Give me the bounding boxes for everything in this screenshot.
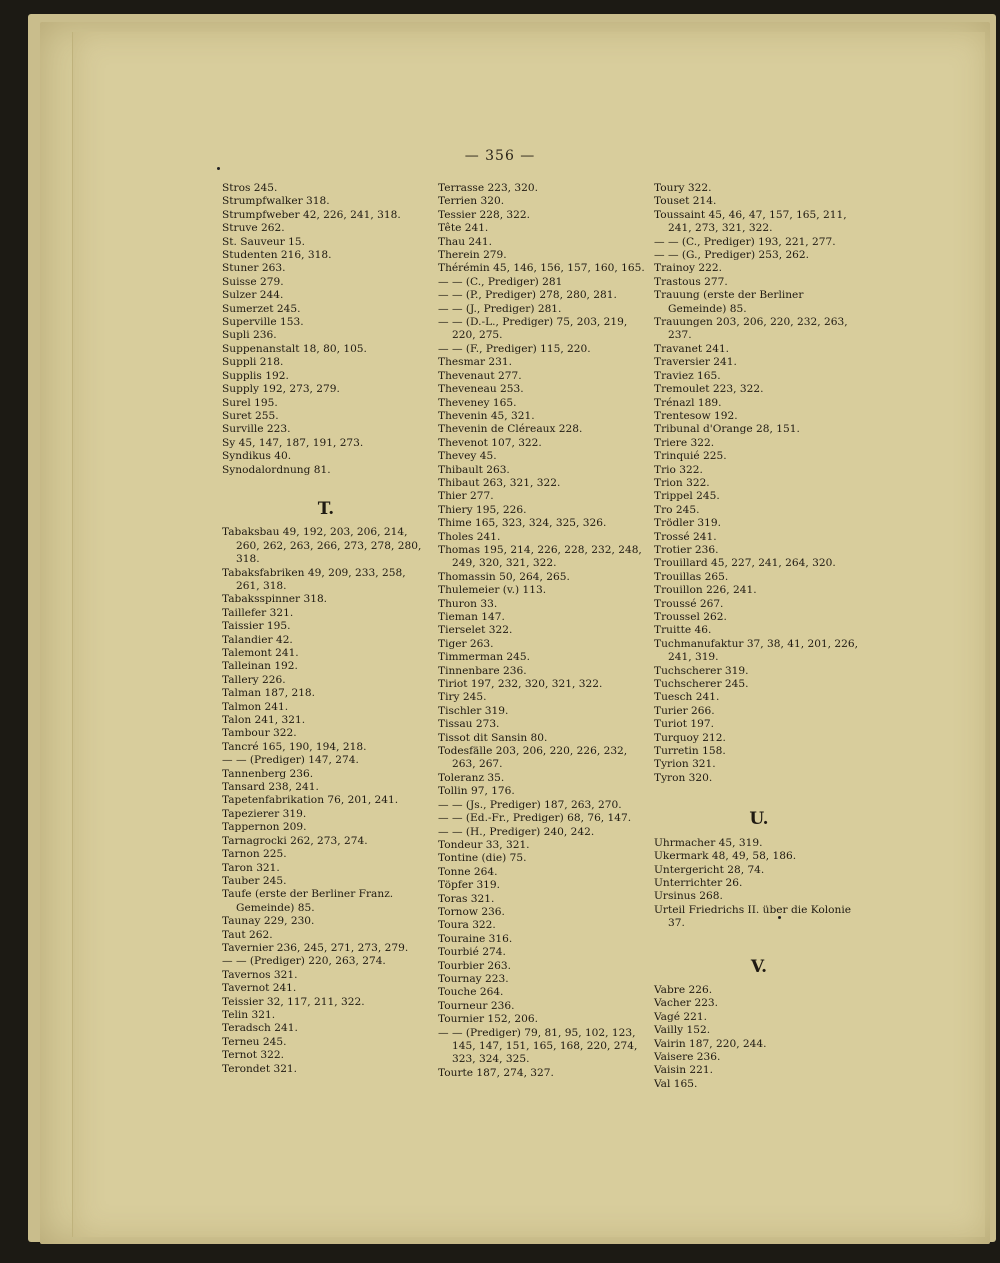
section-heading-v: V. xyxy=(750,956,768,977)
index-entry: Tieman 147. xyxy=(438,611,505,623)
index-entry: Thuron 33. xyxy=(438,597,498,610)
entries-t-continued xyxy=(438,182,646,1080)
entries-s xyxy=(222,182,430,477)
index-entry: Thime 165, 323, 324, 325, 326. xyxy=(438,517,607,530)
index-entry: Struve 262. xyxy=(222,222,285,235)
index-entry: Tyrion 321. xyxy=(654,758,716,771)
index-entry: Tansard 238, 241. xyxy=(222,781,319,794)
index-entry: Tavernot 241. xyxy=(222,982,297,995)
index-entry: Tauber 245. xyxy=(222,874,287,887)
index-entry: Tourbié 274. xyxy=(438,946,506,959)
index-entry: Taut 262. xyxy=(222,928,273,941)
index-entry: Tro 245. xyxy=(654,503,700,516)
index-entry: Thevey 45. xyxy=(438,450,497,463)
index-entry: Therein 279. xyxy=(438,249,507,262)
index-entry: Tête 241. xyxy=(438,222,489,235)
index-entry: Untergericht 28, 74. xyxy=(654,863,765,876)
index-entry: — — (F., Prediger) 115, 220. xyxy=(438,342,591,355)
index-entry: Tontine (die) 75. xyxy=(438,852,527,865)
index-entry: Talman 187, 218. xyxy=(222,687,316,700)
index-entry: Toura 322. xyxy=(438,919,496,932)
entries-t-end xyxy=(654,182,864,785)
index-entry: Tierselet 322. xyxy=(438,624,513,637)
index-entry: Tuchmanufaktur 37, 38, 41, 201, 226, 241, 319. xyxy=(654,637,859,664)
index-entry: Tollin 97, 176. xyxy=(438,785,515,798)
index-entry: Tournier 152, 206. xyxy=(438,1013,538,1026)
index-entry: Trossé 241. xyxy=(654,530,717,543)
entries-v xyxy=(654,984,864,1091)
index-entry: — — (Prediger) 147, 274. xyxy=(222,754,359,767)
index-entry: Tapetenfabrikation 76, 201, 241. xyxy=(222,794,399,807)
index-entry: Tissau 273. xyxy=(438,718,500,731)
index-entry: Turiot 197. xyxy=(654,718,714,731)
section-heading-t: T. xyxy=(317,498,335,519)
index-entry: Surel 195. xyxy=(222,396,278,409)
index-entry: Tavernier 236, 245, 271, 273, 279. xyxy=(222,941,409,954)
index-entry: Trastous 277. xyxy=(654,275,728,288)
index-entry: Terrien 320. xyxy=(438,195,505,208)
index-entry: Tinnenbare 236. xyxy=(438,664,527,677)
index-entry: Terrasse 223, 320. xyxy=(438,182,539,194)
index-entry: Toras 321. xyxy=(438,892,495,905)
index-entry: Toleranz 35. xyxy=(438,771,505,784)
index-entry: Tarnon 225. xyxy=(222,848,287,861)
index-entry: Synodalordnung 81. xyxy=(222,463,331,476)
index-entry: Strumpfweber 42, 226, 241, 318. xyxy=(222,208,401,221)
index-column-1 xyxy=(222,182,430,1076)
index-entry: — — (H., Prediger) 240, 242. xyxy=(438,825,595,838)
index-entry: Timmerman 245. xyxy=(438,651,531,664)
index-entry: Talemont 241. xyxy=(222,647,299,659)
index-entry: Trotier 236. xyxy=(654,543,719,556)
index-entry: Teradsch 241. xyxy=(222,1022,298,1035)
index-entry: Tannenberg 236. xyxy=(222,767,314,780)
index-entry: Todesfälle 203, 206, 220, 226, 232, 263, 267. xyxy=(438,745,628,771)
index-entry: Thier 277. xyxy=(438,490,494,503)
index-entry: Sulzer 244. xyxy=(222,289,284,302)
index-entry: Tondeur 33, 321. xyxy=(438,838,530,851)
index-entry: Surville 223. xyxy=(222,423,291,436)
index-entry: Trouillon 226, 241. xyxy=(654,584,757,597)
index-entry: Terneu 245. xyxy=(222,1035,287,1048)
index-entry: Thibaut 263, 321, 322. xyxy=(438,476,561,489)
index-entry: Suret 255. xyxy=(222,409,279,422)
index-entry: Terondet 321. xyxy=(222,1062,298,1075)
index-entry: — — (C., Prediger) 281 xyxy=(438,275,563,288)
index-entry: Tiry 245. xyxy=(438,691,487,704)
index-entry: Tourneur 236. xyxy=(438,999,515,1012)
index-entry: Urteil Friedrichs II. über die Kolonie 37. xyxy=(654,903,851,930)
index-entry: Turier 266. xyxy=(654,704,715,717)
index-entry: Vailly 152. xyxy=(654,1024,711,1037)
index-entry: Sumerzet 245. xyxy=(222,302,301,315)
index-entry: Theveneau 253. xyxy=(438,383,524,396)
index-entry: Tissot dit Sansin 80. xyxy=(438,731,548,744)
index-entry: Superville 153. xyxy=(222,316,304,329)
index-entry: Suppli 218. xyxy=(222,356,284,369)
index-entry: — — (D.-L., Prediger) 75, 203, 219, 220, 275. xyxy=(438,316,628,342)
index-entry: Turretin 158. xyxy=(654,745,726,758)
index-entry: Tyron 320. xyxy=(654,771,713,784)
index-entry: Triere 322. xyxy=(654,436,715,449)
index-entry: Suppenanstalt 18, 80, 105. xyxy=(222,342,367,355)
index-entry: — — (P., Prediger) 278, 280, 281. xyxy=(438,289,617,302)
index-entry: Trénazl 189. xyxy=(654,396,722,409)
index-entry: Tancré 165, 190, 194, 218. xyxy=(222,740,367,753)
index-entry: — — (C., Prediger) 193, 221, 277. xyxy=(654,235,836,248)
ink-dot xyxy=(217,167,220,170)
index-entry: Tribunal d'Orange 28, 151. xyxy=(654,423,800,436)
index-entry: Tarnagrocki 262, 273, 274. xyxy=(222,834,368,847)
index-entry: Touche 264. xyxy=(438,986,504,999)
index-entry: Sy 45, 147, 187, 191, 273. xyxy=(222,436,364,449)
index-entry: Thiery 195, 226. xyxy=(438,503,527,516)
index-entry: Tourbier 263. xyxy=(438,959,511,972)
index-entry: Traversier 241. xyxy=(654,356,737,369)
index-entry: Toussaint 45, 46, 47, 157, 165, 211, 241, 273, 321, 322. xyxy=(654,208,847,235)
index-entry: Ukermark 48, 49, 58, 186. xyxy=(654,850,797,863)
index-entry: Taillefer 321. xyxy=(222,606,294,619)
index-entry: Thevenin 45, 321. xyxy=(438,409,535,422)
index-entry: Trauung (erste der Berliner Gemeinde) 85. xyxy=(654,289,804,315)
index-entry: Thulemeier (v.) 113. xyxy=(438,584,547,597)
index-entry: Tonne 264. xyxy=(438,865,498,878)
index-entry: Turquoy 212. xyxy=(654,731,726,744)
index-entry: Troussel 262. xyxy=(654,611,727,623)
index-entry: Telin 321. xyxy=(222,1008,276,1021)
index-entry: Supli 236. xyxy=(222,329,277,342)
index-entry: — — (Prediger) 79, 81, 95, 102, 123, 145, 147, 151, 165, 168, 220, 274, 323, 324, 325. xyxy=(438,1026,638,1066)
index-entry: Syndikus 40. xyxy=(222,450,292,463)
index-entry: Taufe (erste der Berliner Franz. Gemeinde) 85. xyxy=(222,888,394,914)
index-column-2 xyxy=(438,182,646,1080)
index-entry: Thevenin de Cléreaux 228. xyxy=(438,423,583,436)
index-entry: Supply 192, 273, 279. xyxy=(222,383,340,396)
index-entry: Trainoy 222. xyxy=(654,262,722,275)
index-entry: Touset 214. xyxy=(654,195,717,208)
page-number: — 356 — xyxy=(464,148,536,164)
index-entry: Tuesch 241. xyxy=(654,691,720,704)
index-entry: Stros 245. xyxy=(222,182,278,194)
index-entry: — — (J., Prediger) 281. xyxy=(438,302,562,315)
index-entry: Tiger 263. xyxy=(438,637,494,650)
index-entry: Trauungen 203, 206, 220, 232, 263, 237. xyxy=(654,316,848,342)
index-entry: Tuchscherer 319. xyxy=(654,664,749,677)
index-entry: Taron 321. xyxy=(222,861,280,874)
index-entry: Thevenaut 277. xyxy=(438,369,522,382)
index-entry: Touraine 316. xyxy=(438,932,513,945)
index-entry: Trödler 319. xyxy=(654,517,721,530)
index-entry: — — (G., Prediger) 253, 262. xyxy=(654,249,810,262)
index-entry: Thau 241. xyxy=(438,235,492,248)
index-entry: — — (Prediger) 220, 263, 274. xyxy=(222,955,386,968)
index-entry: Talleinan 192. xyxy=(222,660,298,673)
index-entry: Talandier 42. xyxy=(222,633,293,646)
index-entry: Teissier 32, 117, 211, 322. xyxy=(222,995,365,1008)
index-entry: Toury 322. xyxy=(654,182,712,194)
index-entry: Töpfer 319. xyxy=(438,879,501,892)
index-entry: Tabaksfabriken 49, 209, 233, 258, 261, 318. xyxy=(222,566,406,592)
index-entry: St. Sauveur 15. xyxy=(222,235,306,248)
index-entry: Tourte 187, 274, 327. xyxy=(438,1066,554,1079)
index-entry: Uhrmacher 45, 319. xyxy=(654,836,763,849)
index-entry: Thesmar 231. xyxy=(438,356,512,369)
index-entry: Tischler 319. xyxy=(438,704,509,717)
index-entry: Tambour 322. xyxy=(222,727,297,740)
index-entry: Truitte 46. xyxy=(654,624,712,637)
index-entry: Thérémin 45, 146, 156, 157, 160, 165. xyxy=(438,262,645,275)
section-heading-u: U. xyxy=(749,809,769,830)
entries-u xyxy=(654,837,864,931)
index-entry: Tholes 241. xyxy=(438,530,501,543)
index-entry: Travanet 241. xyxy=(654,342,730,355)
index-entry: Tavernos 321. xyxy=(222,968,298,981)
index-entry: Thibault 263. xyxy=(438,463,510,476)
index-entry: Tabaksspinner 318. xyxy=(222,593,328,606)
index-entry: Trinquié 225. xyxy=(654,450,727,463)
index-entry: Trion 322. xyxy=(654,476,710,489)
index-entry: Vabre 226. xyxy=(654,983,713,996)
index-entry: Vacher 223. xyxy=(654,997,719,1010)
index-entry: — — (Js., Prediger) 187, 263, 270. xyxy=(438,798,622,811)
index-entry: Trio 322. xyxy=(654,463,703,476)
index-entry: Unterrichter 26. xyxy=(654,876,743,889)
index-entry: Tallery 226. xyxy=(222,673,286,686)
index-column-3 xyxy=(654,182,864,1091)
index-entry: Ursinus 268. xyxy=(654,890,723,903)
index-entry: — — (Ed.-Fr., Prediger) 68, 76, 147. xyxy=(438,812,632,825)
index-entry: Val 165. xyxy=(654,1077,698,1090)
index-entry: Trentesow 192. xyxy=(654,409,738,422)
index-entry: Trouillas 265. xyxy=(654,570,729,583)
index-entry: Trippel 245. xyxy=(654,490,720,503)
index-entry: Tiriot 197, 232, 320, 321, 322. xyxy=(438,678,603,691)
index-entry: Suisse 279. xyxy=(222,275,284,288)
index-entry: Talon 241, 321. xyxy=(222,714,306,727)
index-entry: Tapezierer 319. xyxy=(222,807,307,820)
index-entry: Tremoulet 223, 322. xyxy=(654,383,764,396)
index-entry: Vagé 221. xyxy=(654,1010,707,1023)
index-entry: Ternot 322. xyxy=(222,1049,284,1062)
index-entry: Vaisere 236. xyxy=(654,1050,721,1063)
index-entry: Talmon 241. xyxy=(222,700,289,713)
index-entry: Traviez 165. xyxy=(654,369,721,382)
index-entry: Troussé 267. xyxy=(654,597,724,610)
index-entry: Supplis 192. xyxy=(222,369,289,382)
index-entry: Theveney 165. xyxy=(438,396,517,409)
index-entry: Trouillard 45, 227, 241, 264, 320. xyxy=(654,557,836,570)
index-entry: Tappernon 209. xyxy=(222,821,307,834)
index-entry: Taissier 195. xyxy=(222,620,291,633)
index-entry: Thomassin 50, 264, 265. xyxy=(438,570,570,583)
index-entry: Studenten 216, 318. xyxy=(222,249,332,262)
index-entry: Tornow 236. xyxy=(438,905,505,918)
index-entry: Tabaksbau 49, 192, 203, 206, 214, 260, 262, 263, 266, 273, 278, 280, 318. xyxy=(222,526,422,566)
index-entry: Thomas 195, 214, 226, 228, 232, 248, 249, 320, 321, 322. xyxy=(438,543,642,570)
index-entry: Strumpfwalker 318. xyxy=(222,195,330,208)
index-entry: Tuchscherer 245. xyxy=(654,678,749,691)
index-entry: Taunay 229, 230. xyxy=(222,915,315,928)
index-entry: Tournay 223. xyxy=(438,972,509,985)
index-entry: Vaisin 221. xyxy=(654,1064,713,1077)
index-entry: Tessier 228, 322. xyxy=(438,208,531,221)
index-entry: Vairin 187, 220, 244. xyxy=(654,1037,767,1050)
index-entry: Stuner 263. xyxy=(222,262,286,275)
index-entry: Thevenot 107, 322. xyxy=(438,436,542,449)
entries-t xyxy=(222,526,430,1076)
